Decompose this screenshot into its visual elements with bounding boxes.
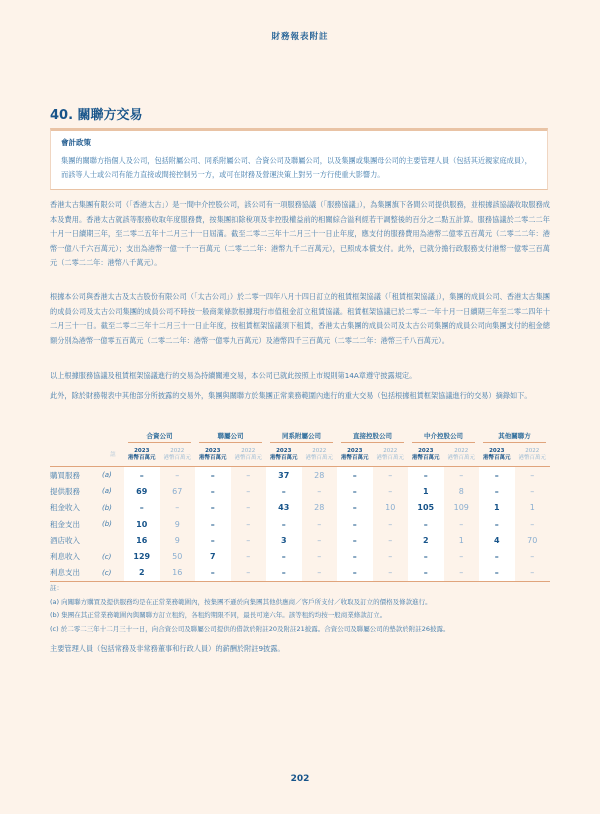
table-cell: – xyxy=(479,467,515,484)
unit-label: 港幣百萬元 xyxy=(411,455,440,461)
paragraph-connected-transactions: 以上根據服務協議及租賃框架協議進行的交易為持續關連交易，本公司已就此按照上市規則第14A章遵守披露規定。 xyxy=(50,371,417,380)
accounting-policy-box xyxy=(50,128,548,190)
table-cell: – xyxy=(373,565,409,582)
table-cell: – xyxy=(479,565,515,582)
table-row xyxy=(50,467,550,484)
table-cell: 129 xyxy=(124,548,160,564)
related-party-table xyxy=(50,430,550,582)
row-label: 提供服務 xyxy=(50,486,80,496)
table-row xyxy=(50,532,550,548)
table-cell: 8 xyxy=(458,486,464,496)
policy-title: 會計政策 xyxy=(61,138,91,147)
table-cell: – xyxy=(337,483,373,499)
table-cell: – xyxy=(246,486,251,496)
group-header: 同系附屬公司 xyxy=(266,430,337,444)
table-cell: – xyxy=(459,552,464,562)
table-cell: – xyxy=(444,565,480,582)
table-cell: – xyxy=(246,535,251,545)
year-label: 2023 xyxy=(205,448,221,454)
table-row xyxy=(50,516,550,532)
year-unit-header xyxy=(444,444,480,467)
table-row xyxy=(50,500,550,516)
note-b: (b) 集團在其正常業務範圍內與關聯方訂立租約，各租約期限不同，最長可達六年。該等租約均按一般商業條款訂立。 xyxy=(50,611,387,619)
table-cell: 67 xyxy=(172,486,183,496)
table-row xyxy=(50,483,550,499)
year-unit-header xyxy=(124,444,160,467)
table-cell: – xyxy=(408,565,444,582)
table-cell: – xyxy=(124,500,160,516)
table-cell: – xyxy=(246,503,251,513)
table-cell: – xyxy=(266,516,302,532)
table-cell: – xyxy=(246,519,251,529)
table-cell: 16 xyxy=(124,532,160,548)
year-label: 2023 xyxy=(276,448,292,454)
group-header: 直接控股公司 xyxy=(337,430,408,444)
notes-heading: 註： xyxy=(50,584,63,592)
table-cell: – xyxy=(530,486,535,496)
paragraph-tenancy-agreement: 根據本公司與香港太古及太古股份有限公司（「太古公司」）於二零一四年八月十四日訂立的租賃框架協議（「租賃框架協議」），集團的成員公司、香港太古集團的成員公司及太古公司集團的成員公司不時按一般商業條款根據現行市值租金訂立租賃協議。租賃框架協議已於二零二一年十月一日續期三年至二零二四年十二月三十一日。截至二零二三年十二月三十一日止年度，按租賃框架協議須下租賃，香港太古集團的成員公司及太古公司集團的成員公司向集團支付的租金總額分別為港幣一億零五百萬元（二零二二年：港幣一億零九百萬元）及港幣四千三百萬元（二零二二年：港幣三千八百萬元）。 xyxy=(50,292,550,345)
table-cell: – xyxy=(175,470,180,480)
unit-label: 港幣百萬元 xyxy=(340,455,369,461)
table-cell: 1 xyxy=(479,500,515,516)
table-cell: 9 xyxy=(174,519,180,529)
unit-label: 港幣百萬元 xyxy=(269,455,298,461)
group-header: 中介控股公司 xyxy=(408,430,479,444)
table-cell: – xyxy=(317,535,322,545)
row-label: 租金收入 xyxy=(50,503,80,513)
table-cell: – xyxy=(530,552,535,562)
table-cell: – xyxy=(408,516,444,532)
table-cell: – xyxy=(317,486,322,496)
table-cell: – xyxy=(337,532,373,548)
table-cell: – xyxy=(337,548,373,564)
year-label: 2023 xyxy=(418,448,434,454)
table-cell: 50 xyxy=(172,552,183,562)
row-note-ref: (b) xyxy=(102,503,112,512)
unit-label: 港幣百萬元 xyxy=(127,455,156,461)
running-header: 財務報表附註 xyxy=(271,32,329,42)
table-cell: – xyxy=(266,483,302,499)
table-cell: – xyxy=(337,467,373,484)
table-cell: – xyxy=(459,470,464,480)
table-cell: – xyxy=(388,552,393,562)
table-cell: – xyxy=(317,552,322,562)
table-cell: 2 xyxy=(124,565,160,582)
table-cell: – xyxy=(317,519,322,529)
year-unit-header xyxy=(408,444,444,467)
table-cell: 10 xyxy=(385,503,396,513)
unit-label: 港幣百萬元 xyxy=(163,455,191,461)
table-cell: – xyxy=(266,565,302,582)
unit-label: 港幣百萬元 xyxy=(198,455,227,461)
year-label: 2022 xyxy=(241,448,256,454)
paragraph-service-agreement: 香港太古集團有限公司（「香港太古」）是一間中介控股公司，該公司有一項服務協議（「服務協議」），為集團旗下各間公司提供服務，並根據該協議收取服務成本及費用。香港太古就該等服務收取年度服務費，按集團扣除稅項及非控股權益前的相關綜合溢利經若干調整後的百分之二點五計算。服務協議於二零二二年十月一日續期三年，至二零二五年十二月三十一日屆滿。截至二零二三年十二月三十一日止年度，應支付的服務費用為港幣二億零五百萬元（二零二二年：港幣一億八千六百萬元）；支出為港幣一億一千一百萬元（二零二二年：港幣九千二百萬元），已照成本償支付。此外，已就分擔行政服務支付港幣一億零三百萬元（二零二二年：港幣八千萬元）。 xyxy=(50,200,550,267)
table-cell: – xyxy=(175,503,180,513)
paragraph-summary-intro: 此外，除於財務報表中其他部分所披露的交易外，集團與關聯方於集團正常業務範圍內進行的重大交易（包括根據租賃框架協議進行的交易）摘錄如下。 xyxy=(50,391,532,400)
table-cell: – xyxy=(195,467,231,484)
table-cell: 1 xyxy=(458,535,464,545)
year-label: 2023 xyxy=(347,448,363,454)
year-label: 2023 xyxy=(489,448,505,454)
table-cell: – xyxy=(266,548,302,564)
table-cell: 9 xyxy=(174,535,180,545)
unit-label: 港幣百萬元 xyxy=(376,455,404,461)
table-cell: 37 xyxy=(266,467,302,484)
group-header: 合資公司 xyxy=(124,430,195,444)
table-cell: 4 xyxy=(479,532,515,548)
table-cell: 28 xyxy=(314,470,325,480)
row-label: 利息收入 xyxy=(50,552,80,562)
table-cell: – xyxy=(408,548,444,564)
year-label: 2022 xyxy=(312,448,327,454)
table-cell: – xyxy=(195,532,231,548)
row-label: 租金支出 xyxy=(50,519,80,529)
year-label: 2022 xyxy=(383,448,398,454)
year-unit-header xyxy=(302,444,338,467)
table-cell: 7 xyxy=(195,548,231,564)
table-cell: – xyxy=(195,516,231,532)
table-cell: – xyxy=(388,486,393,496)
table-cell: – xyxy=(479,548,515,564)
year-label: 2023 xyxy=(134,448,150,454)
table-cell: 10 xyxy=(124,516,160,532)
year-label: 2022 xyxy=(525,448,540,454)
table-cell: – xyxy=(388,519,393,529)
year-unit-header xyxy=(266,444,302,467)
row-note-ref: (b) xyxy=(102,520,112,529)
unit-label: 港幣百萬元 xyxy=(447,455,475,461)
table-cell: – xyxy=(388,535,393,545)
table-cell: – xyxy=(388,470,393,480)
table-cell: 105 xyxy=(408,500,444,516)
table-cell: – xyxy=(195,500,231,516)
table-cell: 70 xyxy=(527,535,538,545)
page-number: 202 xyxy=(290,774,310,784)
table-cell: – xyxy=(302,565,338,582)
table-cell: – xyxy=(530,470,535,480)
unit-label: 港幣百萬元 xyxy=(482,455,511,461)
unit-label: 港幣百萬元 xyxy=(234,455,262,461)
table-cell: – xyxy=(408,467,444,484)
table-cell: – xyxy=(530,519,535,529)
table-cell: – xyxy=(124,467,160,484)
table-cell: – xyxy=(459,519,464,529)
table-cell: 2 xyxy=(408,532,444,548)
row-note-ref: (a) xyxy=(102,487,112,496)
group-header: 聯屬公司 xyxy=(195,430,266,444)
table-cell: – xyxy=(337,500,373,516)
policy-text: 集團的關聯方指個人及公司，包括附屬公司、同系附屬公司、合資公司及聯屬公司，以及集團或集團母公司的主要管理人員（包括其近親家庭成員），而該等人士或公司有能力直接或間接控制另一方，或可在財務及營運決策上對另一方行使重大影響力。 xyxy=(61,156,532,179)
notes-section xyxy=(50,582,550,636)
group-header: 其他關聯方 xyxy=(479,430,550,444)
unit-label: 港幣百萬元 xyxy=(518,455,546,461)
row-note-ref: (c) xyxy=(102,565,124,582)
unit-label: 港幣百萬元 xyxy=(305,455,333,461)
table-cell: – xyxy=(337,516,373,532)
year-unit-header xyxy=(195,444,231,467)
table-cell: – xyxy=(195,483,231,499)
year-unit-header xyxy=(231,444,267,467)
year-label: 2022 xyxy=(170,448,185,454)
row-label: 購買服務 xyxy=(50,470,80,480)
table-cell: – xyxy=(479,483,515,499)
row-note-ref: (a) xyxy=(102,471,112,480)
table-row xyxy=(50,548,550,564)
table-cell: 43 xyxy=(266,500,302,516)
table-cell: – xyxy=(479,516,515,532)
year-unit-header xyxy=(479,444,515,467)
note-column-header: 註 xyxy=(110,451,116,458)
row-label: 利息支出 xyxy=(50,565,102,582)
year-unit-header xyxy=(337,444,373,467)
year-unit-header xyxy=(515,444,551,467)
table-cell: 28 xyxy=(314,503,325,513)
table-cell: – xyxy=(246,552,251,562)
row-note-ref xyxy=(102,532,124,548)
table-cell: 1 xyxy=(408,483,444,499)
table-cell: 16 xyxy=(160,565,196,582)
row-note-ref: (c) xyxy=(102,552,112,561)
table-cell: 69 xyxy=(124,483,160,499)
table-cell: – xyxy=(246,470,251,480)
note-a: (a) 向關聯方購買及提供服務均是在正常業務範圍內，按集團不遜於向集團其他供應商／客戶所支付／收取及訂立的價格及條款進行。 xyxy=(50,597,432,606)
year-unit-header xyxy=(373,444,409,467)
note-c: (c) 於二零二三年十二月三十一日，向合資公司及聯屬公司提供的借款於附註20及附註21披露。合資公司及聯屬公司的墊款於附註26披露。 xyxy=(50,624,450,633)
year-label: 2022 xyxy=(454,448,469,454)
table-cell: 3 xyxy=(266,532,302,548)
row-label: 酒店收入 xyxy=(50,535,80,545)
key-management-text: 主要管理人員（包括常務及非常務董事和行政人員）的薪酬於附註9披露。 xyxy=(50,644,285,653)
table-row xyxy=(50,565,550,582)
year-unit-header xyxy=(160,444,196,467)
section-title: 40. 關聯方交易 xyxy=(50,108,143,123)
table-cell: – xyxy=(515,565,551,582)
table-cell: – xyxy=(195,565,231,582)
table-cell: 1 xyxy=(529,503,535,513)
table-cell: – xyxy=(231,565,267,582)
table-cell: – xyxy=(337,565,373,582)
table-cell: 109 xyxy=(453,503,469,513)
